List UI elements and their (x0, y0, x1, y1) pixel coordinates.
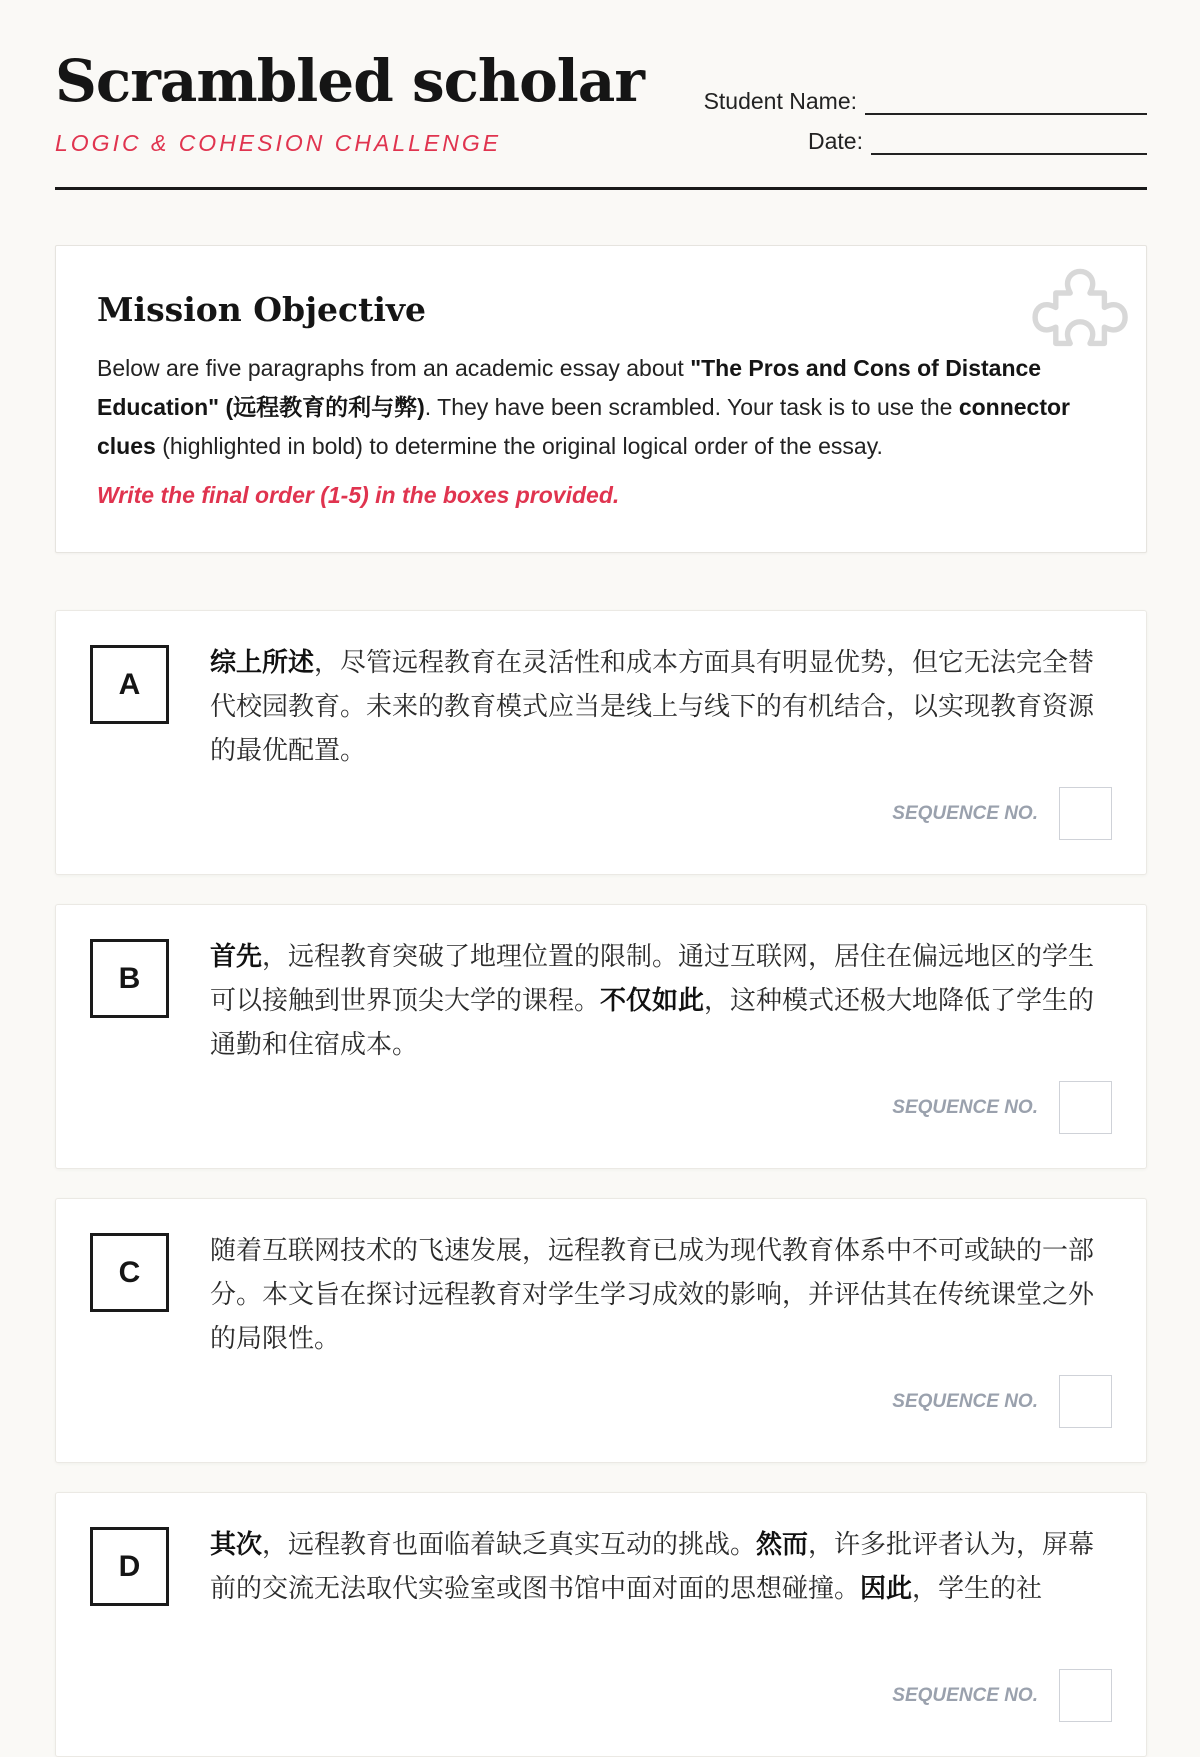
paragraph-text (210, 1523, 1110, 1611)
paragraph-segment: ，学生的社 (912, 1574, 1043, 1604)
sequence-input-box[interactable] (1059, 1375, 1112, 1428)
sequence-label: SEQUENCE NO. (892, 1391, 1038, 1412)
paragraph-text (210, 641, 1110, 773)
page-title: Scrambled scholar (55, 47, 644, 115)
connector-clue: 其次 (210, 1530, 263, 1560)
paragraph-letter: C (90, 1233, 169, 1312)
date-field[interactable] (871, 133, 1147, 155)
sequence-label: SEQUENCE NO. (892, 1097, 1038, 1118)
student-name-label: Student Name: (703, 88, 857, 114)
connector-clue: 综上所述 (210, 648, 315, 678)
mission-intro-text: . They have been scrambled. Your task is to use the (424, 394, 959, 420)
mission-box (55, 245, 1147, 553)
mission-intro-text: Below are five paragraphs from an academic essay about (97, 355, 691, 381)
student-name-field[interactable] (865, 93, 1147, 115)
paragraph-segment: ，远程教育也面临着缺乏真实互动的挑战。 (262, 1530, 757, 1560)
sequence-input-box[interactable] (1059, 1081, 1112, 1134)
student-name-row (704, 88, 1147, 115)
sequence-input-box[interactable] (1059, 787, 1112, 840)
paragraph-letter: D (90, 1527, 169, 1606)
date-label: Date: (808, 128, 863, 154)
puzzle-icon (1030, 262, 1130, 362)
paragraph-card-a (55, 610, 1147, 875)
paragraph-letter: B (90, 939, 169, 1018)
sequence-input-box[interactable] (1059, 1669, 1112, 1722)
paragraph-segment: ，这种模式还极大地降低了学生的通勤和住宿成本。 (210, 986, 1095, 1060)
connector-clues-term: connector clues (97, 394, 1070, 459)
paragraph-card-c (55, 1198, 1147, 1463)
paragraph-text (210, 935, 1110, 1067)
connector-clue: 不仅如此 (600, 986, 705, 1016)
date-row (808, 128, 1147, 155)
mission-intro-text: (highlighted in bold) to determine the original logical order of the essay. (155, 433, 883, 459)
page-subtitle: LOGIC & COHESION CHALLENGE (55, 130, 502, 156)
paragraph-text (210, 1229, 1110, 1361)
paragraph-segment: ，尽管远程教育在灵活性和成本方面具有明显优势，但它无法完全替代校园教育。未来的教育模式应当是线上与线下的有机结合，以实现教育资源的最优配置。 (210, 648, 1095, 766)
sequence-label: SEQUENCE NO. (892, 803, 1038, 824)
mission-title: Mission Objective (97, 290, 427, 329)
paragraph-card-b (55, 904, 1147, 1169)
connector-clue: 因此 (860, 1574, 913, 1604)
paragraph-letter: A (90, 645, 169, 724)
paragraph-segment: ，远程教育突破了地理位置的限制。通过互联网，居住在偏远地区的学生可以接触到世界顶尖大学的课程。 (210, 942, 1095, 1016)
sequence-label: SEQUENCE NO. (892, 1685, 1038, 1706)
paragraph-segment: 随着互联网技术的飞速发展，远程教育已成为现代教育体系中不可或缺的一部分。本文旨在探讨远程教育对学生学习成效的影响，并评估其在传统课堂之外的局限性。 (210, 1236, 1095, 1354)
mission-description (97, 349, 1112, 466)
worksheet-header (55, 0, 1147, 190)
paragraph-segment: ，许多批评者认为，屏幕前的交流无法取代实验室或图书馆中面对面的思想碰撞。 (210, 1530, 1095, 1604)
connector-clue: 首先 (210, 942, 263, 972)
essay-title: "The Pros and Cons of Distance Education" (远程教育的利与弊) (97, 355, 1042, 420)
mission-instruction: Write the final order (1-5) in the boxes provided. (97, 482, 620, 508)
worksheet-page (55, 0, 1147, 1706)
connector-clue: 然而 (756, 1530, 809, 1560)
paragraph-card-d (55, 1492, 1147, 1757)
